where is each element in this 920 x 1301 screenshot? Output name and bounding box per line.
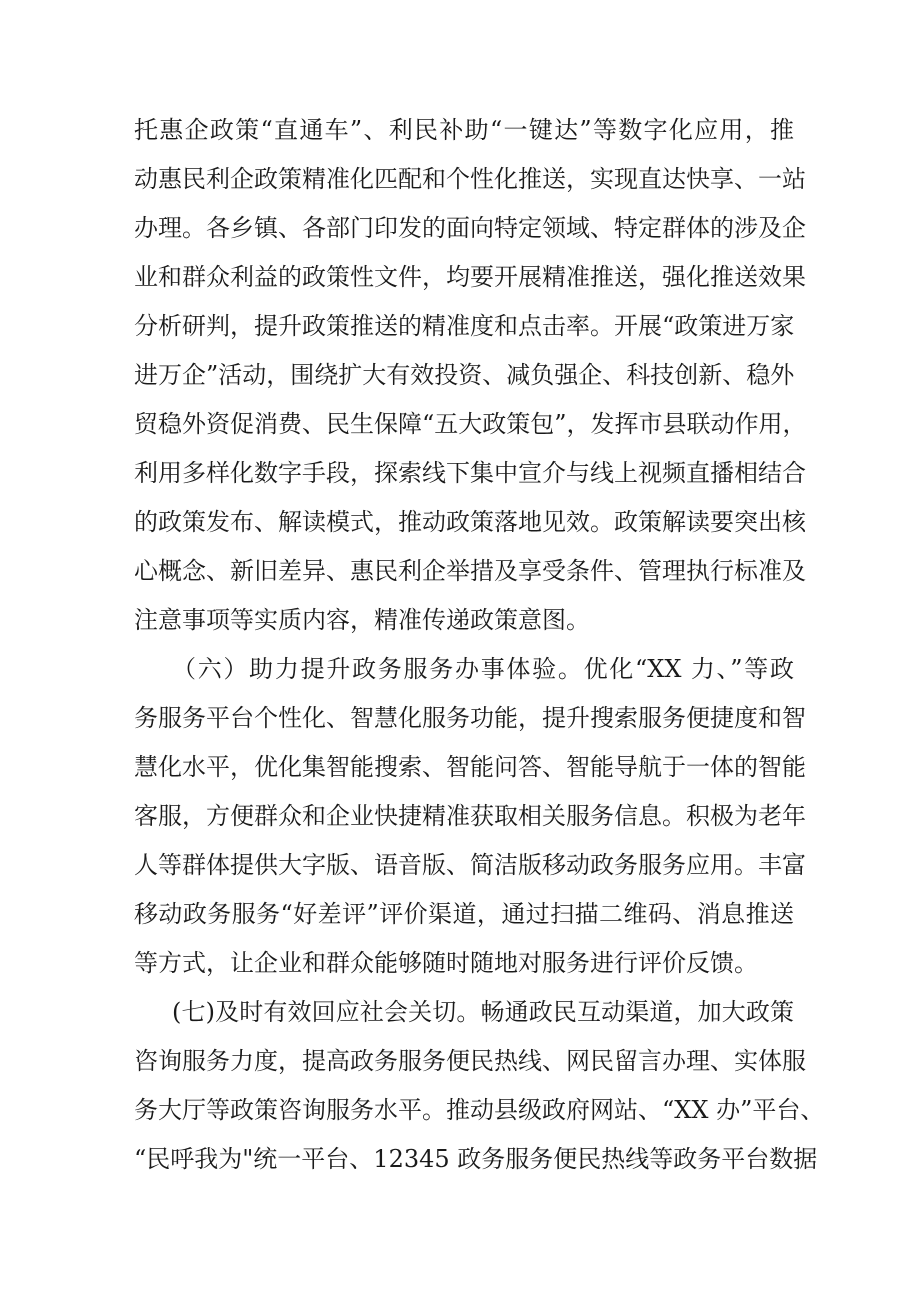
section-heading-line: (七)及时有效回应社会关切。畅通政民互动渠道，加大政策	[172, 998, 794, 1026]
paragraph-line: 注意事项等实质内容，精准传递政策意图。	[134, 606, 590, 634]
paragraph-line: 进万企”活动，围绕扩大有效投资、减负强企、科技创新、稳外	[134, 361, 795, 389]
paragraph-line: 人等群体提供大字版、语音版、简洁版移动政务服务应用。丰富	[134, 851, 806, 879]
paragraph-line: 移动政务服务“好差评”评价渠道，通过扫描二维码、消息推送	[134, 900, 794, 928]
paragraph-line: 咨询服务力度，提高政务服务便民热线、网民留言办理、实体服	[134, 1047, 806, 1075]
paragraph-line: 务服务平台个性化、智慧化服务功能，提升搜索服务便捷度和智	[134, 704, 806, 732]
paragraph-line: 业和群众利益的政策性文件，均要开展精准推送，强化推送效果	[134, 263, 806, 291]
section-heading-line: （六）助力提升政务服务办事体验。优化“XX 力、”等政	[172, 655, 794, 683]
paragraph-line: 分析研判，提升政策推送的精准度和点击率。开展“政策进万家	[134, 312, 795, 340]
paragraph-line: 贸稳外资促消费、民生保障“五大政策包”，发挥市县联动作用，	[134, 410, 807, 438]
paragraph-line: 动惠民利企政策精准化匹配和个性化推送，实现直达快享、一站	[134, 165, 806, 193]
paragraph-line: 心概念、新旧差异、惠民利企举措及享受条件、管理执行标准及	[134, 557, 806, 585]
paragraph-line: 务大厅等政策咨询服务水平。推动县级政府网站、“XX 办”平台、	[134, 1096, 825, 1124]
paragraph-line: 慧化水平，优化集智能搜索、智能问答、智能导航于一体的智能	[134, 753, 806, 781]
paragraph-line: 的政策发布、解读模式，推动政策落地见效。政策解读要突出核	[134, 508, 806, 536]
paragraph-line: 托惠企政策“直通车”、利民补助“一键达”等数字化应用，推	[134, 116, 794, 144]
paragraph-line: 办理。各乡镇、各部门印发的面向特定领域、特定群体的涉及企	[134, 214, 806, 242]
paragraph-line: 客服，方便群众和企业快捷精准获取相关服务信息。积极为老年	[134, 802, 806, 830]
paragraph-line: “民呼我为"统一平台、12345 政务服务便民热线等政务平台数据	[134, 1145, 818, 1173]
paragraph-line: 利用多样化数字手段，探索线下集中宣介与线上视频直播相结合	[134, 459, 806, 487]
paragraph-line: 等方式，让企业和群众能够随时随地对服务进行评价反馈。	[134, 949, 758, 977]
